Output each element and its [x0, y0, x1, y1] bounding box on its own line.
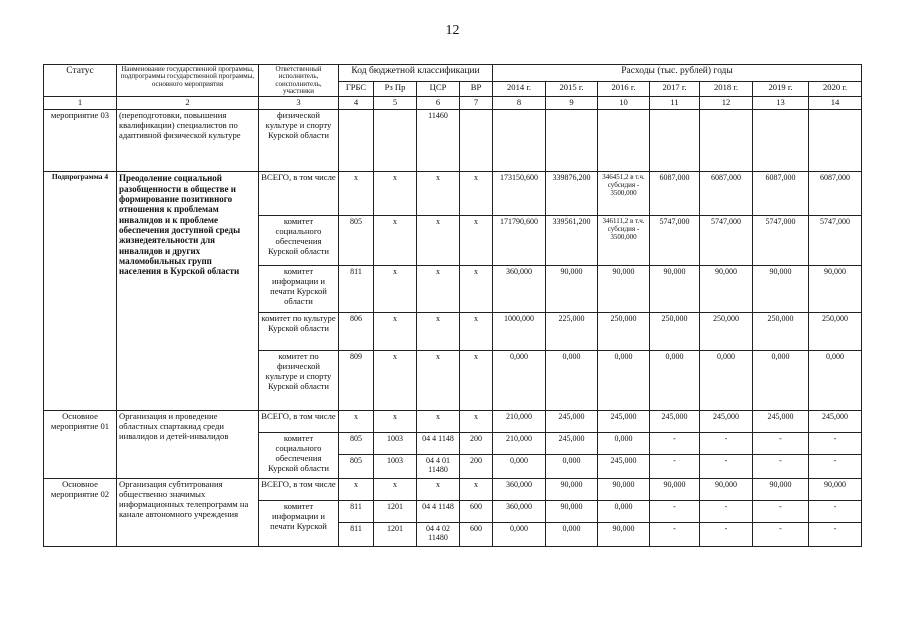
vr-cell: x [460, 479, 493, 501]
value-cell: 346451,2 в т.ч. субсидия - 3500,000 [598, 172, 650, 216]
vr-cell: 200 [460, 433, 493, 455]
value-cell: 346111,2 в т.ч. субсидия - 3500,000 [598, 216, 650, 266]
value-cell: 90,000 [598, 479, 650, 501]
header-year: 2016 г. [598, 81, 650, 97]
value-cell: - [650, 455, 700, 479]
rzpr-cell: 1003 [374, 455, 417, 479]
vr-cell: 200 [460, 455, 493, 479]
value-cell: 0,000 [753, 351, 809, 411]
status-cell: Основное мероприятие 01 [44, 411, 117, 479]
value-cell: 245,000 [809, 411, 862, 433]
table-row [44, 479, 862, 501]
value-cell: - [650, 433, 700, 455]
value-cell: 210,000 [493, 411, 546, 433]
vr-cell: x [460, 266, 493, 313]
value-cell: 5747,000 [809, 216, 862, 266]
value-cell: - [753, 501, 809, 523]
value-cell: 250,000 [700, 313, 753, 351]
grbs-cell: 811 [339, 523, 374, 547]
value-cell: 0,000 [598, 501, 650, 523]
value-cell: 245,000 [650, 411, 700, 433]
header-year: 2019 г. [753, 81, 809, 97]
rzpr-cell: x [374, 479, 417, 501]
column-number: 14 [809, 97, 862, 110]
value-cell: - [700, 523, 753, 547]
header-grbs: ГРБС [339, 81, 374, 97]
value-cell: 90,000 [546, 501, 598, 523]
name-cell: (переподготовки, повышения квалификации) специалистов по адаптивной физической культуре [117, 110, 259, 172]
value-cell: - [753, 455, 809, 479]
value-cell: 0,000 [493, 351, 546, 411]
column-number: 10 [598, 97, 650, 110]
value-cell: 0,000 [700, 351, 753, 411]
header-year: 2018 г. [700, 81, 753, 97]
rzpr-cell: x [374, 351, 417, 411]
value-cell: 90,000 [753, 479, 809, 501]
csr-cell: 11460 [417, 110, 460, 172]
value-cell: 339561,200 [546, 216, 598, 266]
column-number: 13 [753, 97, 809, 110]
value-cell: 225,000 [546, 313, 598, 351]
csr-cell: 04 4 01 11480 [417, 455, 460, 479]
header-csr: ЦСР [417, 81, 460, 97]
csr-cell: 04 4 02 11480 [417, 523, 460, 547]
vr-cell: 600 [460, 523, 493, 547]
rzpr-cell: x [374, 216, 417, 266]
value-cell: - [809, 501, 862, 523]
column-number: 4 [339, 97, 374, 110]
vr-cell: x [460, 411, 493, 433]
name-cell: Организация субтитрования общественно значимых информационных телепрограмм на канале автономного учреждения [117, 479, 259, 547]
value-cell: - [700, 501, 753, 523]
value-cell: 90,000 [650, 479, 700, 501]
value-cell: - [700, 455, 753, 479]
value-cell: 0,000 [598, 351, 650, 411]
vr-cell: 600 [460, 501, 493, 523]
budget-table [43, 64, 862, 547]
column-number: 7 [460, 97, 493, 110]
name-cell: Преодоление социальной разобщенности в обществе и формирование позитивного отношения к проблемам инвалидов и к проблеме обеспечения доступной среды жизнедеятельности для инвалидов и других маломобильных групп населения в Курской области [117, 172, 259, 411]
table-row [44, 172, 862, 216]
rzpr-cell: x [374, 266, 417, 313]
vr-cell: x [460, 313, 493, 351]
executor-cell: ВСЕГО, в том числе [259, 479, 339, 501]
value-cell: 0,000 [546, 351, 598, 411]
vr-cell: x [460, 216, 493, 266]
value-cell: 250,000 [753, 313, 809, 351]
value-cell: 5747,000 [700, 216, 753, 266]
status-cell: мероприятие 03 [44, 110, 117, 172]
value-cell: 90,000 [598, 266, 650, 313]
csr-cell: x [417, 216, 460, 266]
csr-cell: x [417, 351, 460, 411]
column-number: 12 [700, 97, 753, 110]
value-cell: 5747,000 [650, 216, 700, 266]
executor-cell: ВСЕГО, в том числе [259, 411, 339, 433]
header-year: 2017 г. [650, 81, 700, 97]
csr-cell: 04 4 1148 [417, 433, 460, 455]
value-cell: 339876,200 [546, 172, 598, 216]
rzpr-cell: x [374, 172, 417, 216]
column-number: 1 [44, 97, 117, 110]
value-cell: 6087,000 [809, 172, 862, 216]
executor-cell: комитет информации и печати Курской [259, 501, 339, 547]
grbs-cell: 805 [339, 433, 374, 455]
value-cell: 250,000 [809, 313, 862, 351]
header-row-1 [44, 65, 862, 82]
value-cell: 0,000 [493, 523, 546, 547]
status-cell: Подпрограмма 4 [44, 172, 117, 411]
value-cell: - [650, 501, 700, 523]
value-cell: - [809, 523, 862, 547]
rzpr-cell: x [374, 313, 417, 351]
csr-cell: x [417, 266, 460, 313]
executor-cell: комитет по культуре Курской области [259, 313, 339, 351]
column-number: 6 [417, 97, 460, 110]
grbs-cell: x [339, 411, 374, 433]
value-cell: 90,000 [753, 266, 809, 313]
csr-cell: x [417, 411, 460, 433]
column-number: 11 [650, 97, 700, 110]
value-cell: 245,000 [598, 455, 650, 479]
csr-cell: 04 4 1148 [417, 501, 460, 523]
value-cell: 173150,600 [493, 172, 546, 216]
value-cell: 90,000 [809, 479, 862, 501]
column-number: 3 [259, 97, 339, 110]
value-cell: 1000,000 [493, 313, 546, 351]
column-number: 8 [493, 97, 546, 110]
grbs-cell: x [339, 479, 374, 501]
value-cell: 90,000 [650, 266, 700, 313]
value-cell: 0,000 [546, 455, 598, 479]
column-number: 2 [117, 97, 259, 110]
value-cell: 5747,000 [753, 216, 809, 266]
header-year: 2014 г. [493, 81, 546, 97]
value-cell: 6087,000 [650, 172, 700, 216]
header-rzpr: Рз Пр [374, 81, 417, 97]
executor-cell: физической культуре и спорту Курской области [259, 110, 339, 172]
rzpr-cell: 1003 [374, 433, 417, 455]
grbs-cell: 805 [339, 455, 374, 479]
grbs-cell: 811 [339, 501, 374, 523]
header-status: Статус [44, 65, 117, 97]
value-cell: 90,000 [546, 479, 598, 501]
value-cell: 0,000 [493, 455, 546, 479]
name-cell: Организация и проведение областных спартакиад среди инвалидов и детей-инвалидов [117, 411, 259, 479]
value-cell: 90,000 [809, 266, 862, 313]
header-name: Наименование государственной программы, подпрограммы государственной программы, основного мероприятия [117, 65, 259, 97]
value-cell: 245,000 [598, 411, 650, 433]
executor-cell: комитет информации и печати Курской области [259, 266, 339, 313]
value-cell: 245,000 [546, 433, 598, 455]
rzpr-cell: x [374, 411, 417, 433]
value-cell: 360,000 [493, 266, 546, 313]
value-cell: 250,000 [650, 313, 700, 351]
value-cell: 250,000 [598, 313, 650, 351]
value-cell: - [753, 433, 809, 455]
grbs-cell: 811 [339, 266, 374, 313]
executor-cell: комитет социального обеспечения Курской области [259, 433, 339, 479]
vr-cell: x [460, 172, 493, 216]
header-budget-code: Код бюджетной классификации [339, 65, 493, 82]
value-cell: 245,000 [546, 411, 598, 433]
value-cell: 210,000 [493, 433, 546, 455]
status-cell: Основное мероприятие 02 [44, 479, 117, 547]
value-cell: 90,000 [598, 523, 650, 547]
grbs-cell: 805 [339, 216, 374, 266]
value-cell: 171790,600 [493, 216, 546, 266]
value-cell: 90,000 [700, 479, 753, 501]
header-expenses: Расходы (тыс. рублей) годы [493, 65, 862, 82]
column-numbers-row [44, 97, 862, 110]
header-vr: ВР [460, 81, 493, 97]
value-cell: 90,000 [700, 266, 753, 313]
value-cell: 245,000 [700, 411, 753, 433]
value-cell: - [809, 433, 862, 455]
rzpr-cell: 1201 [374, 501, 417, 523]
executor-cell: ВСЕГО, в том числе [259, 172, 339, 216]
csr-cell: x [417, 479, 460, 501]
vr-cell: x [460, 351, 493, 411]
header-year: 2020 г. [809, 81, 862, 97]
csr-cell: x [417, 172, 460, 216]
header-year: 2015 г. [546, 81, 598, 97]
executor-cell: комитет социального обеспечения Курской области [259, 216, 339, 266]
grbs-cell: 809 [339, 351, 374, 411]
column-number: 9 [546, 97, 598, 110]
csr-cell: x [417, 313, 460, 351]
value-cell: 360,000 [493, 479, 546, 501]
table-row [44, 110, 862, 172]
value-cell: 6087,000 [700, 172, 753, 216]
value-cell: 0,000 [809, 351, 862, 411]
value-cell: 0,000 [650, 351, 700, 411]
value-cell: 0,000 [546, 523, 598, 547]
value-cell: 360,000 [493, 501, 546, 523]
value-cell: 90,000 [546, 266, 598, 313]
value-cell: 245,000 [753, 411, 809, 433]
value-cell: 0,000 [598, 433, 650, 455]
value-cell: - [809, 455, 862, 479]
value-cell: 6087,000 [753, 172, 809, 216]
value-cell: - [700, 433, 753, 455]
page-number: 12 [445, 23, 460, 38]
value-cell: - [753, 523, 809, 547]
value-cell: - [650, 523, 700, 547]
grbs-cell: 806 [339, 313, 374, 351]
executor-cell: комитет по физической культуре и спорту Курской области [259, 351, 339, 411]
table-row [44, 411, 862, 433]
header-executor: Ответственный исполнитель, соисполнитель, участники [259, 65, 339, 97]
column-number: 5 [374, 97, 417, 110]
rzpr-cell: 1201 [374, 523, 417, 547]
grbs-cell: x [339, 172, 374, 216]
